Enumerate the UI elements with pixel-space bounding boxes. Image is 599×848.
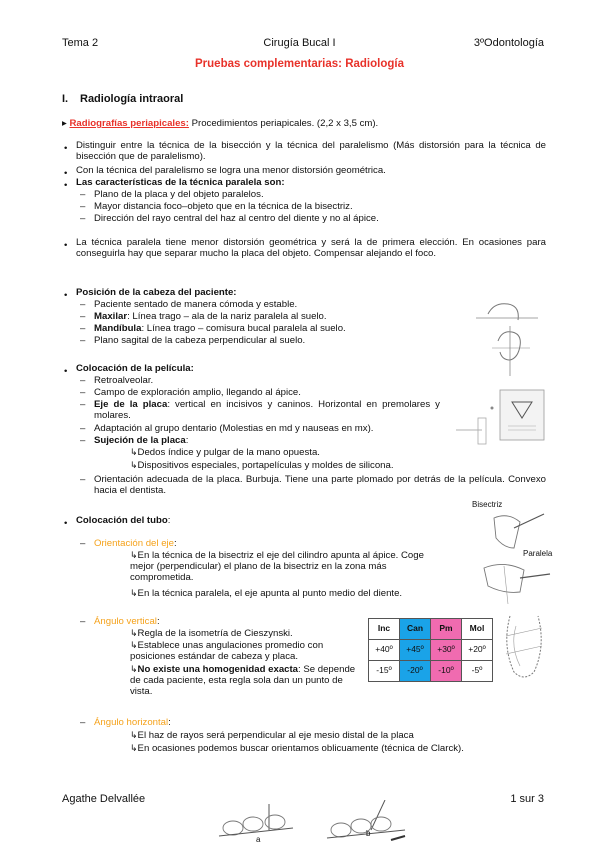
sub-item: ↳En ocasiones podemos buscar orientamos oblicuamente (técnica de Clarck).	[130, 743, 464, 754]
return-arrow-icon: ↳	[130, 730, 138, 740]
table-cell: -5º	[462, 661, 493, 682]
dental-arch-figure	[500, 606, 548, 686]
teeth-projection-figure	[215, 800, 415, 846]
bullet-icon: •	[64, 180, 68, 191]
list-item: Sujeción de la placa:	[94, 435, 189, 446]
table-header-cell: Pm	[431, 619, 462, 640]
section-number: I.	[62, 93, 69, 105]
sub-item: ↳Establece unas angulaciones promedio con posiciones estándar de cabeza y placa.	[130, 640, 324, 663]
table-cell: -20º	[400, 661, 431, 682]
list-item: Dirección del rayo central del haz al centro del diente y no al ápice.	[94, 213, 379, 224]
table-header-row	[369, 619, 493, 640]
header-center: Cirugía Bucal I	[263, 37, 336, 49]
sub-item: ↳No existe una homogenidad exacta: Se depende de cada paciente, esta regla sola dan un punto de vista.	[130, 664, 356, 698]
bullet-icon: •	[64, 290, 68, 301]
intro-text: Procedimientos periapicales. (2,2 x 3,5 cm).	[188, 118, 379, 129]
sub-item: ↳El haz de rayos será perpendicular al eje mesio distal de la placa	[130, 730, 414, 741]
return-arrow-icon: ↳	[130, 664, 138, 674]
table-header-cell: Mol	[462, 619, 493, 640]
pelicula-title: Colocación de la película:	[76, 363, 194, 374]
return-arrow-icon: ↳	[130, 743, 138, 753]
header-right: 3ºOdontología	[473, 37, 544, 49]
list-item: Paciente sentado de manera cómoda y estable.	[94, 299, 298, 310]
section-title: Radiología intraoral	[80, 93, 184, 105]
bullet-icon: •	[64, 240, 68, 251]
bisectriz-label: Bisectriz	[472, 500, 503, 509]
paralela-title: Las características de la técnica paralela son:	[76, 177, 285, 188]
bullet-icon: •	[64, 143, 68, 154]
figure-label-a: a	[256, 835, 261, 844]
intro-line	[62, 118, 378, 129]
table-cell: -10º	[431, 661, 462, 682]
return-arrow-icon: ↳	[130, 628, 138, 638]
list-item: Plano de la placa y del objeto paralelos.	[94, 189, 264, 200]
return-arrow-icon: ↳	[130, 588, 138, 598]
table-cell: +20º	[462, 640, 493, 661]
bullet-icon: •	[64, 168, 68, 179]
arrow-bullet-icon: ▸	[62, 118, 67, 129]
list-item: Maxilar: Línea trago – ala de la nariz paralela al suelo.	[94, 311, 327, 322]
list-item: Eje de la placa: vertical en incisivos y caninos. Horizontal en premolares y molares.	[94, 399, 440, 422]
intro-label: Radiografías periapicales:	[69, 118, 189, 129]
footer-author: Agathe Delvallée	[62, 793, 146, 805]
page-title: Pruebas complementarias: Radiología	[195, 58, 404, 70]
bullet-icon: •	[64, 518, 68, 529]
table-header-cell: Can	[400, 619, 431, 640]
table-cell: +30º	[431, 640, 462, 661]
table-cell: +40º	[369, 640, 400, 661]
table-cell: +45º	[400, 640, 431, 661]
bullet-text: Distinguir entre la técnica de la bisección y la técnica del paralelismo (Más distorsión para la técnica de bisección que de paralelismo).	[76, 140, 546, 163]
film-holder-figure	[452, 388, 548, 450]
return-arrow-icon: ↳	[130, 640, 138, 650]
table-row	[369, 661, 493, 682]
tubo-title: Colocación del tubo:	[76, 515, 171, 526]
table-cell: -15º	[369, 661, 400, 682]
sub-item: ↳Dispositivos especiales, portapelículas y moldes de silicona.	[130, 460, 394, 471]
vertical-label: Ángulo vertical:	[94, 616, 160, 627]
list-item: Plano sagital de la cabeza perpendicular al suelo.	[94, 335, 306, 346]
bullet-text: Con la técnica del paralelismo se logra una menor distorsión geométrica.	[76, 165, 386, 176]
return-arrow-icon: ↳	[130, 460, 138, 470]
return-arrow-icon: ↳	[130, 447, 138, 457]
list-item: Mandíbula: Línea trago – comisura bucal paralela al suelo.	[94, 323, 346, 334]
distortion-paragraph: La técnica paralela tiene menor distorsión geométrica y será la de primera elección. En ocasiones para conseguirla hay que separar mucho la placa del objeto. Compensar alejando el foco.	[76, 237, 546, 260]
table-row	[369, 640, 493, 661]
sub-item: ↳Dedos índice y pulgar de la mano opuesta.	[130, 447, 320, 458]
bullet-icon: •	[64, 366, 68, 377]
sub-item: ↳En la técnica paralela, el eje apunta al punto medio del diente.	[130, 588, 403, 599]
list-item: Mayor distancia foco–objeto que en la técnica de la bisectriz.	[94, 201, 353, 212]
sub-item: ↳En la técnica de la bisectriz el eje del cilindro apunta al ápice. Coge mejor (perpendicular) el plano de la bisectriz en la zona más comprometida.	[130, 550, 424, 584]
list-item: Retroalveolar.	[94, 375, 154, 386]
angle-table	[368, 618, 493, 682]
sub-item: ↳Regla de la isometría de Cieszynski.	[130, 628, 293, 639]
footer-page: 1 sur 3	[510, 793, 544, 805]
section-heading	[62, 94, 183, 105]
head-position-figure	[468, 296, 548, 378]
list-item: Adaptación al grupo dentario (Molestias en md y nauseas en mx).	[94, 423, 374, 434]
return-arrow-icon: ↳	[130, 550, 138, 560]
technique-figure	[474, 508, 554, 608]
eje-label: Orientación del eje:	[94, 538, 177, 549]
figure-label-b: b	[366, 829, 371, 838]
list-item: Campo de exploración amplio, llegando al ápice.	[94, 387, 301, 398]
table-header-cell: Inc	[369, 619, 400, 640]
paralela-label: Paralela	[523, 549, 553, 558]
header-left: Tema 2	[62, 37, 99, 49]
list-item: Orientación adecuada de la placa. Burbuja. Tiene una parte plomado por detrás de la película. Convexo hacia el dentista.	[94, 474, 546, 497]
horizontal-label: Ángulo horizontal:	[94, 717, 171, 728]
cabeza-title: Posición de la cabeza del paciente:	[76, 287, 237, 298]
